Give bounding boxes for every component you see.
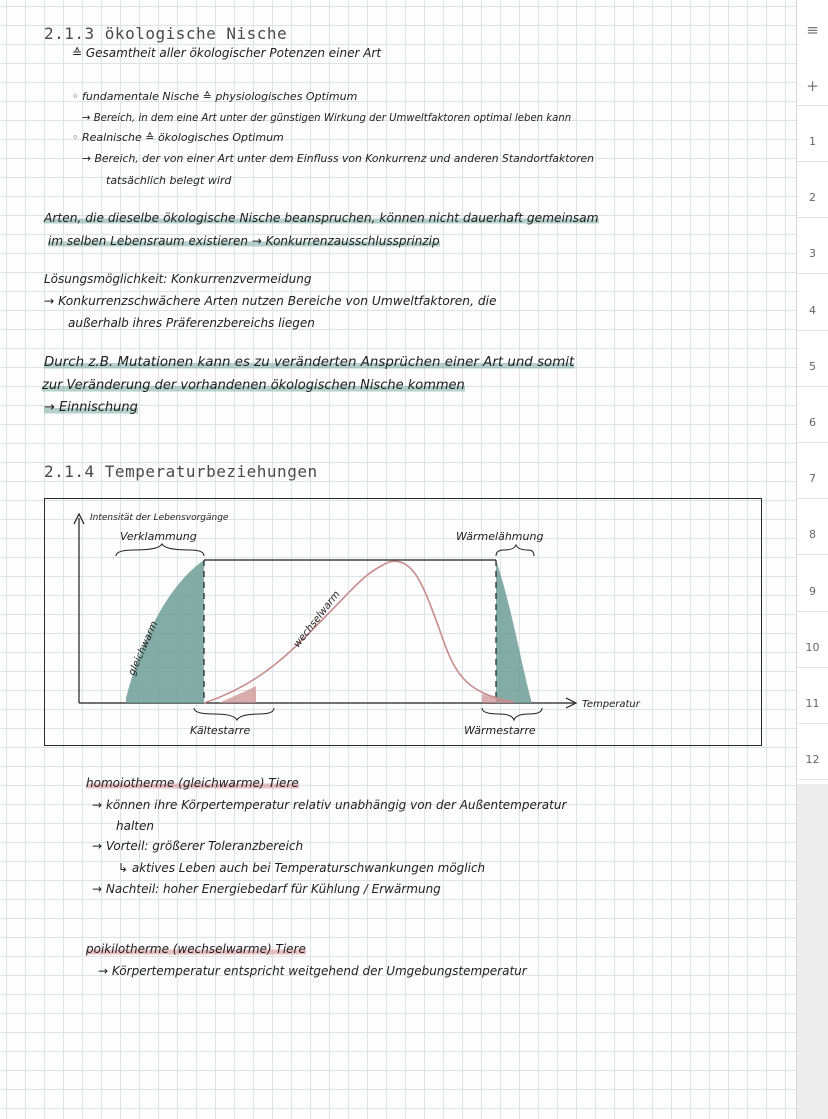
page-thumb-11[interactable]: 11 — [797, 684, 828, 724]
homoiotherm-title: homoiotherme (gleichwarme) Tiere — [86, 776, 299, 790]
page-thumb-5[interactable]: 5 — [797, 347, 828, 387]
temperature-chart — [44, 498, 762, 746]
add-page-button[interactable] — [797, 66, 828, 106]
page-thumb-4[interactable]: 4 — [797, 291, 828, 331]
niche-definition: ≙ Gesamtheit aller ökologischer Potenzen einer Art — [72, 46, 382, 60]
homoiotherm-advantage-detail: ↳ aktives Leben auch bei Temperaturschwankungen möglich — [118, 861, 486, 875]
page-thumb-10[interactable]: 10 — [797, 628, 828, 668]
solution-line-3: außerhalb ihres Präferenzbereichs liegen — [68, 316, 315, 330]
waermelaehmung-bracket — [496, 545, 534, 556]
homoiotherm-point-1b: halten — [116, 819, 154, 833]
poikilotherm-title: poikilotherme (wechselwarme) Tiere — [86, 942, 306, 956]
wechselwarm-series-label: wechselwarm — [291, 589, 343, 650]
page-thumb-12[interactable]: 12 — [797, 740, 828, 780]
gleichwarm-cold-area — [126, 560, 204, 703]
fundamental-niche-line: ◦ fundamentale Nische ≙ physiologisches Optimum — [72, 90, 358, 103]
section-heading-niche: 2.1.3 ökologische Nische — [44, 24, 288, 43]
verklammung-label: Verklammung — [120, 530, 197, 543]
page-thumb-9[interactable]: 9 — [797, 572, 828, 612]
homoiotherm-point-1: → können ihre Körpertemperatur relativ unabhängig von der Außentemperatur — [92, 798, 567, 812]
realized-niche-line: ◦ Realnische ≙ ökologisches Optimum — [72, 131, 284, 144]
wechselwarm-curve — [204, 561, 514, 703]
menu-icon[interactable] — [797, 10, 828, 50]
gleichwarm-warm-area — [496, 560, 532, 703]
waermelaehmung-label: Wärmelähmung — [456, 530, 544, 543]
competition-line-2: im selben Lebensraum existieren → Konkurrenzausschlussprinzip — [48, 234, 440, 248]
page-thumb-3[interactable]: 3 — [797, 234, 828, 274]
page-thumb-6[interactable]: 6 — [797, 403, 828, 443]
homoiotherm-advantage: → Vorteil: größerer Toleranzbereich — [92, 839, 304, 853]
page-thumb-8[interactable]: 8 — [797, 515, 828, 555]
solution-line-1: Lösungsmöglichkeit: Konkurrenzvermeidung — [44, 272, 312, 286]
kaeltestarre-label: Kältestarre — [190, 724, 251, 737]
realized-niche-explanation-cont: tatsächlich belegt wird — [106, 174, 232, 187]
x-axis-label: Temperatur — [582, 699, 640, 710]
mutation-line-3: → Einnischung — [44, 400, 138, 415]
realized-niche-explanation: → Bereich, der von einer Art unter dem Einfluss von Konkurrenz und anderen Standortfaktoren — [82, 152, 594, 165]
y-axis-label: Intensität der Lebensvorgänge — [90, 513, 229, 523]
section-heading-temperature: 2.1.4 Temperaturbeziehungen — [44, 462, 318, 481]
gleichwarm-series-label: gleichwarm — [126, 619, 161, 678]
add-icon: + — [806, 76, 819, 95]
waermestarre-bracket — [482, 708, 542, 720]
solution-line-2: → Konkurrenzschwächere Arten nutzen Bereiche von Umweltfaktoren, die — [44, 294, 497, 308]
page-sidebar — [796, 0, 828, 1119]
page-thumb-1[interactable]: 1 — [797, 122, 828, 162]
page-thumb-7[interactable]: 7 — [797, 459, 828, 499]
homoiotherm-disadvantage: → Nachteil: hoher Energiebedarf für Kühlung / Erwärmung — [92, 882, 441, 896]
page-thumb-2[interactable]: 2 — [797, 178, 828, 218]
fundamental-niche-explanation: → Bereich, in dem eine Art unter der günstigen Wirkung der Umweltfaktoren optimal leben kann — [82, 111, 572, 124]
mutation-line-2: zur Veränderung der vorhandenen ökologischen Nische kommen — [42, 378, 465, 393]
kaeltestarre-bracket — [194, 708, 274, 720]
poikilotherm-point-1: → Körpertemperatur entspricht weitgehend der Umgebungstemperatur — [98, 964, 527, 978]
mutation-line-1: Durch z.B. Mutationen kann es zu veränderten Ansprüchen einer Art und somit — [44, 355, 575, 370]
verklammung-bracket — [116, 544, 204, 556]
competition-line-1: Arten, die dieselbe ökologische Nische beanspruchen, können nicht dauerhaft gemeinsam — [44, 211, 599, 225]
menu-glyph: ≡ — [806, 21, 819, 39]
waermestarre-label: Wärmestarre — [464, 724, 536, 737]
